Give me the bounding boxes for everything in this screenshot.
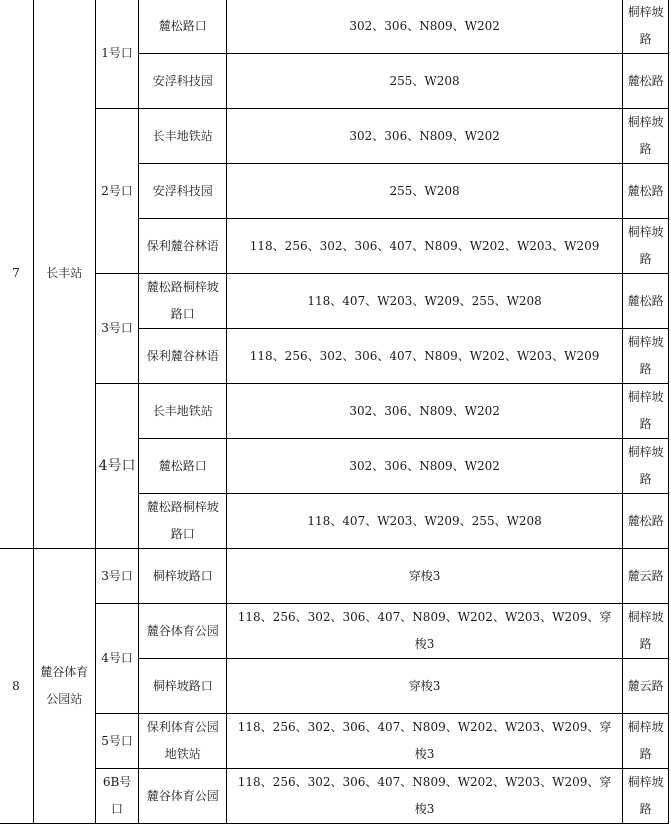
bus-stop-name: 麓谷体育公园 <box>139 769 227 824</box>
road-name: 桐梓坡路 <box>623 384 669 439</box>
bus-stop-name: 麓松路桐梓坡路口 <box>139 274 227 329</box>
exit-gate: 5号口 <box>95 714 139 769</box>
table-row <box>0 274 669 329</box>
bus-routes: 302、306、N809、W202 <box>227 384 623 439</box>
road-name: 麓松路 <box>623 274 669 329</box>
exit-gate: 2号口 <box>95 109 139 274</box>
exit-gate: 3号口 <box>95 549 139 604</box>
bus-routes: 穿梭3 <box>227 659 623 714</box>
exit-gate: 1号口 <box>95 0 139 109</box>
bus-stop-name: 桐梓坡路口 <box>139 659 227 714</box>
table-row <box>0 604 669 659</box>
bus-routes: 118、256、302、306、407、N809、W202、W203、W209、穿梭3 <box>227 769 623 824</box>
bus-routes: 118、407、W203、W209、255、W208 <box>227 274 623 329</box>
bus-stop-name: 保利麓谷林语 <box>139 219 227 274</box>
table-row <box>0 109 669 164</box>
road-name: 桐梓坡路 <box>623 714 669 769</box>
bus-stop-name: 保利麓谷林语 <box>139 329 227 384</box>
bus-stop-name: 麓松路桐梓坡路口 <box>139 494 227 549</box>
bus-routes: 302、306、N809、W202 <box>227 0 623 54</box>
bus-stop-name: 长丰地铁站 <box>139 109 227 164</box>
bus-routes: 118、407、W203、W209、255、W208 <box>227 494 623 549</box>
road-name: 麓松路 <box>623 494 669 549</box>
road-name: 桐梓坡路 <box>623 109 669 164</box>
table-row <box>0 549 669 604</box>
bus-stop-name: 麓松路口 <box>139 0 227 54</box>
table-row <box>0 0 669 54</box>
bus-stop-name: 安浮科技园 <box>139 54 227 109</box>
road-name: 桐梓坡路 <box>623 769 669 824</box>
station-number: 7 <box>0 0 33 549</box>
exit-gate: 3号口 <box>95 274 139 384</box>
bus-routes: 302、306、N809、W202 <box>227 439 623 494</box>
road-name: 桐梓坡路 <box>623 329 669 384</box>
exit-gate: 4号口 <box>95 384 139 549</box>
bus-stop-name: 保利体育公园地铁站 <box>139 714 227 769</box>
road-name: 麓松路 <box>623 54 669 109</box>
bus-stop-name: 麓松路口 <box>139 439 227 494</box>
road-name: 桐梓坡路 <box>623 219 669 274</box>
exit-gate: 6B号口 <box>95 769 139 824</box>
exit-gate: 4号口 <box>95 604 139 714</box>
table-row <box>0 384 669 439</box>
bus-routes: 255、W208 <box>227 54 623 109</box>
station-name: 麓谷体育公园站 <box>33 549 95 824</box>
road-name: 桐梓坡路 <box>623 0 669 54</box>
bus-routes: 穿梭3 <box>227 549 623 604</box>
bus-routes: 118、256、302、306、407、N809、W202、W203、W209 <box>227 329 623 384</box>
road-name: 麓云路 <box>623 549 669 604</box>
bus-routes: 302、306、N809、W202 <box>227 109 623 164</box>
bus-routes: 118、256、302、306、407、N809、W202、W203、W209 <box>227 219 623 274</box>
road-name: 麓松路 <box>623 164 669 219</box>
bus-stop-name: 麓谷体育公园 <box>139 604 227 659</box>
bus-stop-name: 安浮科技园 <box>139 164 227 219</box>
bus-stop-name: 长丰地铁站 <box>139 384 227 439</box>
bus-routes: 255、W208 <box>227 164 623 219</box>
station-name: 长丰站 <box>33 0 95 549</box>
bus-stop-name: 桐梓坡路口 <box>139 549 227 604</box>
table-row <box>0 769 669 824</box>
road-name: 桐梓坡路 <box>623 604 669 659</box>
table-row <box>0 714 669 769</box>
bus-routes: 118、256、302、306、407、N809、W202、W203、W209、穿梭3 <box>227 604 623 659</box>
road-name: 麓云路 <box>623 659 669 714</box>
bus-routes: 118、256、302、306、407、N809、W202、W203、W209、穿梭3 <box>227 714 623 769</box>
road-name: 桐梓坡路 <box>623 439 669 494</box>
station-number: 8 <box>0 549 33 824</box>
